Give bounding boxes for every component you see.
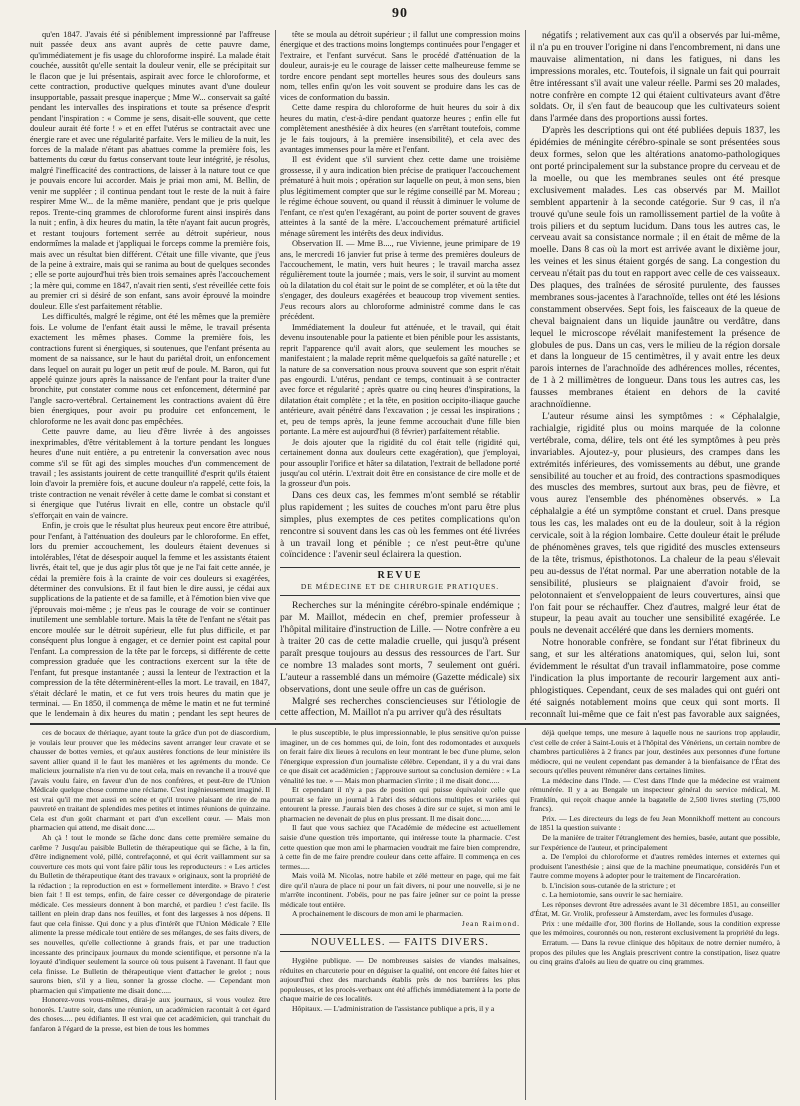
column-divider [275,30,276,720]
paragraph: Enfin, je crois que le résultat plus heureux peut encore être attribué, pour l'enfant, à l'atténuation des douleurs par le chloroforme. En effet, lors du premier accouchement, les douleurs étaient devenues si intolérables, l'état de désespoir auquel la femme et les assistants étaient livrés, était tel, que je dus agir plus tôt que je ne l'ai fait cette année, je cédai la première fois à la crainte de voir ces douleurs si exagérées, déterminer des convulsions. Et il faut bien le dire aussi, je cédai aux supplications de la patiente et de sa famille, et à l'émotion bien vive que j'éprouvais moi-même ; je n'eus pas le courage de voir se continuer inutilement une semblable torture. Mais la tête de l'enfant ne s'était pas encore moulée sur le détroit supérieur, elle fut plus difficile, et par conséquent plus longue à engager, et ce dernier point est capital pour l'enfant. La compression de la tête par le forceps, si différente de cette compression graduée que les contractions exercent sur la tête de l'enfant, fut presque instantanée ; aussi la lenteur de l'extraction et la compression de la tête déterminèrent-elles la mort. Le travail, en 1847, s'était déclaré le matin, et ce fut vers trois heures du matin que je terminai. — En 1850, il commença de même le matin et ne fut terminé que le lendemain à dix heures du matin ; pendant les sept heures de [30,521,270,719]
paragraph: déjà quelque temps, une mesure à laquelle nous ne saurions trop applaudir, c'est celle de créer à Saint-Louis et à l'hôpital des Vénériens, un certain nombre de chambres particulières à 2 francs par jour, destinées aux personnes d'une fortune médiocre, qui ne veulent cependant pas demander à la bienfaisance de l'État des secours qu'elles peuvent rémunérer dans certaines limites. [530,728,780,776]
page-number: 90 [392,6,408,21]
bottom-column-3 [530,728,780,1100]
paragraph: Cette pauvre dame, au lieu d'être livrée à des angoisses inexprimables, d'être véritablement à la torture pendant les longues heures d'une nuit entière, a pu entretenir la conversation avec nous comme s'il se fût agi des simples mouches d'un commencement de travail ; les assistants jouirent de cette tranquillité d'esprit qu'ils étaient loin d'avoir la première fois, et aucune douleur n'a rappelé, cette fois, la triste contraction ne venait révéler à cette dame le combat si constant et si énergique que l'utérus livrait en elle, contre un obstacle qu'il s'efforçait en vain de vaincre. [30,427,270,520]
paragraph: Dans ces deux cas, les femmes m'ont semblé se rétablir plus rapidement ; les suites de couches m'ont paru être plus simples, plus exemptes de ces petites complications qu'on rencontre si souvent dans les cas où les femmes ont été livrées à un travail long et pénible ; ce n'est peut-être qu'une coïncidence : l'avenir seul éclairera la question. [280,489,520,561]
paragraph: le plus susceptible, le plus impressionnable, le plus sensitive qu'on puisse imaginer, un de ces hommes qui, de loin, font des rodomontades et auxquels on ferait faire dix lieues à reculons en leur montrant le bec d'une plume, selon l'énergique expression d'un journaliste célèbre. Cependant, il y a du vrai dans ce que disait cet académicien ; j'approuve surtout sa conclusion dernière : « La vénalité les tue. » — Mais mon pharmacien s'irrite ; il me disait donc..... [280,728,520,785]
paragraph: tête se moula au détroit supérieur ; il fallut une compression moins énergique et des tractions moins longtemps continuées pour l'engager et l'extraire, et l'enfant survécut. Sans le procédé d'atténuation de la douleur, aurais-je eu le courage de laisser cette malheureuse femme se tordre encore pendant sept mortelles heures sous des douleurs sans nom, telles enfin qu'on les voit souvent se produire dans les cas de vices de conformation du bassin. [280,30,520,102]
top-column-1 [30,30,270,720]
top-column-2 [280,30,520,720]
paragraph: Malgré ses recherches consciencieuses sur l'étiologie de cette affection, M. Maillot n'a pu arriver qu'à des résultats [280,695,520,719]
paragraph: Notre honorable confrère, se fondant sur l'état fibrineux du sang, et sur les altérations anatomiques, qui, selon lui, sont évidemment le résultat d'un travail inflammatoire, pose comme l'indication la plus importante de recourir largement aux anti-phlogistiques. Cependant, ceux de ses malades qui ont guéri ont été saignés notablement moins que ceux qui sont morts. Il reconnaît lui-même que ce fait n'est pas favorable aux saignées, [530,637,780,720]
column-divider [275,728,276,1100]
revue-subtitle: DE MÉDECINE ET DE CHIRURGIE PRATIQUES. [280,582,520,596]
paragraph: Erratum. — Dans la revue clinique des hôpitaux de notre dernier numéro, à propos des pilules que les Anglais prescrivent contre la constipation, lisez quatre ou cinq grains d'aloès au lieu de quatre ou cinq grammes. [530,938,780,967]
paragraph: Les difficultés, malgré le régime, ont été les mêmes que la première fois. Le volume de l'enfant était aussi le même, le travail présenta exactement les mêmes phases. Comme la première fois, les contractions furent si énergiques, si soutenues, que l'enfant présenta au moment de sa naissance, sur le haut du pariétal droit, un enfoncement dans lequel on aurait pu loger un petit œuf de poule. M. Baron, qui fut appelé quinze jours après la naissance de l'enfant pour la traiter d'une bronchite, put constater comme nous cet enfoncement, déterminé par l'angle sacro-vertébral. Certainement les contractions avaient dû être bien énergiques, pour avoir pu produire cet enfoncement, le chloroforme ne les avait donc pas empêchées. [30,312,270,426]
paragraph: A prochainement le discours de mon ami le pharmacien. [292,909,464,919]
paragraph: Il est évident que s'il survient chez cette dame une troisième grossesse, il y aura indication bien précise de pratiquer l'accouchement prématuré à huit mois ; opération sur laquelle on peut, à mon sens, bien plus légitimement compter que sur le régime conseillé par M. Moreau ; le régime échoue souvent, ou quand il réussit à diminuer le volume de l'enfant, ce n'est qu'en l'exagérant, au point de porter souvent de graves atteintes à la santé de la mère. L'accouchement prématuré artificiel ménage sûrement les intérêts des deux individus. [280,155,520,238]
revue-title: REVUE [280,567,520,581]
paragraph: Honorez-vous vous-mêmes, dirai-je aux journaux, si vous voulez être honorés. L'autre soir, dans une réunion, un académicien racontait à cet égard des choses..... peu édifiantes. Il est vrai que cet académicien, qui tranchait du fanfaron à l'égard de la presse, est bien de tous les hommes [30,995,270,1033]
paragraph: Immédiatement la douleur fut atténuée, et le travail, qui était devenu insoutenable pour la patiente et bien pénible pour les assistants, reprit l'apparence qu'il avait alors, que seulement les mouches se manifestaient ; la malade reprit même quelquefois sa gaîté naturelle ; et la nature de sa conversation nous prouva souvent que son esprit n'était pas engourdi. L'utérus, pendant ce temps, continuait à se contracter avec force et régularité ; après quatre ou cinq heures d'inspirations, la dilatation était complète ; et la tête, en position occipito-iliaque gauche antérieure, avait pénétré dans l'excavation ; je cessai les inspirations ; et, peu de temps après, la jeune femme accouchait d'une fille bien portante. La mère est aujourd'hui (8 février) parfaitement rétablie. [280,322,520,437]
paragraph: De la manière de traiter l'étranglement des hernies, basée, autant que possible, sur l'expérience de l'auteur, et principalement [530,833,780,852]
nouvelles-title: NOUVELLES. — FAITS DIVERS. [280,934,520,952]
paragraph: Il faut que vous sachiez que l'Académie de médecine est actuellement saisie d'une question très importante, qui intéresse toute la pharmacie. C'est cette question que mon ami le pharmacien voudrait me faire bien comprendre, à cette fin de me faire prendre couleur dans cette affaire. Il commença en ces termes..... [280,823,520,871]
bottom-column-1 [30,728,270,1100]
paragraph: b. L'incision sous-cutanée de la stricture ; et [542,880,676,890]
bottom-column-2 [280,728,520,1100]
paragraph: a. De l'emploi du chloroforme et d'autres remèdes internes et externes qui produisent l'anesthésie ; ainsi que de la machine pneumatique, considérés l'un et l'autre comme moyens à adopter pour le traitement de l'incarcération. [530,852,780,881]
paragraph: Cette dame respira du chloroforme de huit heures du soir à dix heures du matin, c'est-à-dire pendant quatorze heures ; enfin elle fut complètement anesthésiée à dix heures (en s'arrêtant toutefois, comme je le fais toujours, à la première insensibilité), et cela avec des avantages immenses pour la mère et l'enfant. [280,103,520,154]
paragraph: Mais voilà M. Nicolas, notre habile et zélé metteur en page, qui me fait dire qu'il n'aura de place ni pour un fait divers, ni pour une nouvelle, si je ne m'arrête incontinent. J'obéis, pour ne pas faire jeûner sur ce point la presse médicale tout entière. [280,871,520,909]
paragraph: ces de bocaux de thériaque, ayant toute la grâce d'un pot de diascordium, je voulais leur prouver que les médecins savent arranger leur cravate et se chausser de bottes vernies, et qu'aux austères fonctions de leur ministère ils savent allier quand il le faut les manières et les agréments du monde. Ce malicieux journaliste n'a rien vu de tout cela, mais en revanche il a trouvé que j'avais voulu faire, en faveur d'un de nos confrères, et peut-être de l'Union Médicale quelque chose comme une réclame. C'est ingénieusement imaginé. Il est vrai qu'il me met aussi en scène et qu'il trouve plaisant de rire de ma pauvreté en traitant de splendides mes petites et intimes réunions de quinzaine. Cela est d'un goût charmant et part d'un excellent cœur. — Mais mon pharmacien qui attend, me disait donc..... [30,728,270,833]
paragraph: qu'en 1847. J'avais été si péniblement impressionné par l'affreuse nuit passée deux ans avant auprès de cette pauvre dame, qu'immédiatement je fis usage du chloroforme inspiré. La malade était couchée, aussitôt qu'elle sentait la douleur venir, elle se précipitait sur le flacon que je lui présentais, aspirait avec force le chloroforme, et cette contraction, productive quelques minutes avant d'une douleur insupportable, passait presque inaperçue ; Mme W... conservait sa gaîté pendant les intervalles des inspirations et toute sa présence d'esprit pendant l'inspiration : « Comme je sens, disait-elle souvent, que cette douleur aurait été forte ! » et en effet l'utérus se contractait avec une énergie rare et avec une régularité parfaite. Vers le milieu de la nuit, les forces de la malade n'étant pas abattues comme la première fois, les battements du cœur du fœtus conservant toute leur intégrité, je résolus, malgré l'inefficacité des contractions, de laisser à la nature tout ce que je pouvais encore lui accorder. Mais je priai mon ami, M. Bellin, de venir me suppléer ; il continua pendant tout le reste de la nuit à faire respirer Mme W... de la même manière, pendant que je pris quelque repos. Trente-cinq grammes de chloroforme furent ainsi inspirés dans la nuit ; enfin, à dix heures du matin, la tête n'ayant fait aucun progrès, et restant toujours fortement serrée au détroit supérieur, nous endormîmes la malade et j'appliquai le forceps comme la première fois, mais avec un résultat bien différent. C'était une fille vivante, que j'eus de la peine à extraire, mais qui se ranima au bout de quelques secondes ; elle se porte aujourd'hui très bien trois semaines après l'accouchement ; la mère qui, comme en 1847, n'avait rien senti, s'est réveillée cette fois au premier cri si désiré de son enfant, sans avoir éprouvé la moindre douleur. Elle s'est parfaitement rétablie. [30,30,270,311]
paragraph: Prix. — Les directeurs du legs de feu Jean Monnikhoff mettent au concours de 1851 la question suivante : [530,813,780,833]
paragraph: Hôpitaux. — L'administration de l'assistance publique a pris, il y a [292,1003,495,1013]
paragraph: L'auteur résume ainsi les symptômes : « Céphalalgie, rachialgie, rigidité plus ou moins marquée de la colonne vertébrale, coma, délire, tels ont été les symptômes à peu près invariables. Ajoutez-y, pour plusieurs, des crampes dans les extrémités inférieures, des vomissements au début, une grande sensibilité au toucher et au froid, des contractions spasmodiques des muscles des membres, surtout aux bras, peu de fièvre, et vous aurez l'ensemble des phénomènes observés. » La céphalalgie a été un symptôme constant et cruel. Dans presque tous les cas, les malades ont eu de la douleur, soit à la région cervicale, soit à la région lombaire. Cette douleur était le prélude de phénomènes graves, tels que rigidité des muscles extenseurs de la tête, trismus, épisthotonos. La chaleur de la peau s'élevait peu au-dessus de l'état normal. Par une aberration notable de la sensibilité, plusieurs se plaignaient d'avoir froid, se pelotonnaient et s'enveloppaient de leurs couvertures, ainsi que l'on fait pour se réchauffer. Chez d'autres, malgré leur état de stupeur, la peau avait au toucher une sensibilité exagérée. Le pouls ne devenait accéléré que dans les derniers moments. [530,411,780,637]
paragraph: Prix : une médaille d'or, 300 florins de Hollande, sous la condition expresse que les mémoires, couronnés ou non, resteront exclusivement la propriété du legs. [530,918,780,938]
paragraph: négatifs ; relativement aux cas qu'il a observés par lui-même, il n'a pu en trouver l'origine ni dans l'encombrement, ni dans une mauvaise alimentation, ni dans les fatigues, ni dans les impressions morales, etc. Toutefois, il signale un fait qui pourrait être intéressant s'il avait une valeur réelle. Parmi ses 20 malades, notre confrère en compte 12 qui étaient cultivateurs avant d'être soldats. Or, il s'en faut de beaucoup que les cultivateurs soient dans l'armée dans des proportions aussi fortes. [530,30,780,125]
section-divider [30,723,780,725]
paragraph: Je dois ajouter que la rigidité du col était telle (rigidité qui, certainement donna aux douleurs cette exagération), que j'employai, pour assouplir l'orifice et hâter sa dilatation, l'extrait de belladone porté jusqu'au col utérin. L'extrait doit être en consistance de cire molle et de la grosseur d'un pois. [280,437,520,489]
paragraph: Recherches sur la méningite cérébro-spinale endémique ; par M. Maillot, médecin en chef, premier professeur à l'hôpital militaire d'instruction de Lille. — Notre confrère a eu à traiter 20 cas de cette maladie cruelle, qui jusqu'à présent paraît presque toujours au dessus des ressources de l'art. Sur ce nombre 13 malades sont morts, 7 seulement ont guéri. L'auteur a rassemblé dans un mémoire (Gazette médicale) six observations, dont une seule offre un cas de guérison. [280,600,520,695]
paragraph: La médecine dans l'Inde. — C'est dans l'Inde que la médecine est vraiment rémunérée. Il y a au Bengale un inspecteur général du service médical, M. Franklin, qui reçoit chaque année la bagatelle de 2,500 livres sterling (75,000 francs). [530,775,780,814]
column-divider [525,30,526,720]
column-divider [525,728,526,1100]
signature: Jean Raimond. [461,918,520,928]
paragraph: c. La herniotomie, sans ouvrir le sac herniaire. [542,890,683,900]
paragraph: Et cependant il n'y a pas de position qui puisse équivaloir celle que pourrait se faire un journal à l'abri des séductions multiples et variées qui entourent la presse. J'aurais bien des choses à dire sur ce sujet, si mon ami le pharmacien ne devenait de plus en plus pressant. Il me disait donc..... [280,785,520,823]
paragraph: Ah çà ! tout le monde se fâche donc dans cette première semaine du carême ? Jusqu'au paisible Bulletin de thérapeutique qui se fâche, à la fin, d'être indignement volé, pillé, contrefaçonné, et qui écrit vaillamment sur sa couverture ces mots qui vont faire pâlir tous les reproducteurs : « Les articles du Bulletin de thérapeutique étant des travaux » originaux, sont la propriété de la rédaction ; la reproduction en est » formellement interdite. » Bravo ! c'est bien fait ! Il est temps, enfin, de faire cesser ce dévergondage de piraterie médicale. Ces messieurs donnent à bon marché, et pardieu ! c'est facile. Ils taillent en plein drap dans nos feuilles, et font des largesses à nos dépens. Il faut que cela finisse. Qui donc y a plus d'intérêt que l'Union Médicale ? Elle alimente la presse médicale tout entière de ses mélanges, de ses faits divers, de ses nouvelles, qu'elle collectionne à grands frais, et par une traduction incessante des principaux journaux du monde scientifique, et personne n'a la loyauté d'indiquer seulement la source où tous puisent à l'avenant. Il faut que cela finisse. Le Bulletin de thérapeutique vient d'attacher le grelot ; nous saurons bien, s'il y a lieu, sonner la grosse cloche. — Cependant mon pharmacien qui s'impatiente me disait donc..... [30,833,270,995]
top-column-3 [530,30,780,720]
paragraph: Hygiène publique. — De nombreuses saisies de viandes malsaines, réduites en charcuterie pour en déguiser la qualité, ont encore été faites hier et aujourd'hui chez des marchands établis près de nos barrières les plus populeuses, et les procès-verbaux ont été affichés immédiatement à la porte de chaque mairie de ces localités. [280,956,520,1004]
paragraph: D'après les descriptions qui ont été publiées depuis 1837, les épidémies de méningite cérébro-spinale se sont présentées sous deux formes, selon que les altérations anatomo-pathologiques ont porté principalement sur la substance propre du cerveau et de la moelle, ou que les membranes seules ont été presque exclusivement malades. Les cas observés par M. Maillot semblent appartenir à la seconde catégorie. Sur 9 cas, il n'a trouvé qu'une seule fois un ramollissement partiel de la voûte à trois piliers et du septum lucidum. Dans tous les autres cas, le cerveau avait sa consistance normale ; il en était de même de la moelle. Dans 8 cas où la mort est arrivée avant le dixième jour, les veines et les sinus étaient gorgés de sang. La congestion du cerveau n'était pas du tout en rapport avec celle de ces vaisseaux. Des plaques, des traînées de sérosité purulente, des fausses membranes sous-jacentes à l'arachnoïde, telles ont été les lésions constamment observées. Sept fois, les faisceaux de la queue de cheval baignaient dans un liquide jaunâtre ou verdâtre, dans lequel le microscope révélait manifestement la présence de globules de pus. Dans un cas, vers le milieu de la région dorsale et dans la longueur de 15 centimètres, il y avait entre les deux parois internes de l'arachnoïde des adhérences molles, récentes, de 1 à 2 millimètres de longueur. Dans tous les autres cas, les fausses membranes étaient en dehors de la cavité arachnoïdienne. [530,125,780,411]
paragraph: Observation II. — Mme B...., rue Vivienne, jeune primipare de 19 ans, le mercredi 16 janvier fut prise à terme des premières douleurs de l'accouchement, le matin, vers huit heures ; le travail marcha assez régulièrement toute la journée ; mais, vers le soir, il survint au moment où la dilatation du col était sur le point de se compléter, et où la tête dut s'engager, des douleurs exagérées et beaucoup trop vivement senties. J'eus recours alors au chloroforme administré comme dans le cas précédent. [280,239,520,322]
paragraph: Les réponses devront être adressées avant le 31 décembre 1851, au conseiller d'État, M. Gr. Vrolik, professeur à Amsterdam, avec les formules d'usage. [530,899,780,919]
